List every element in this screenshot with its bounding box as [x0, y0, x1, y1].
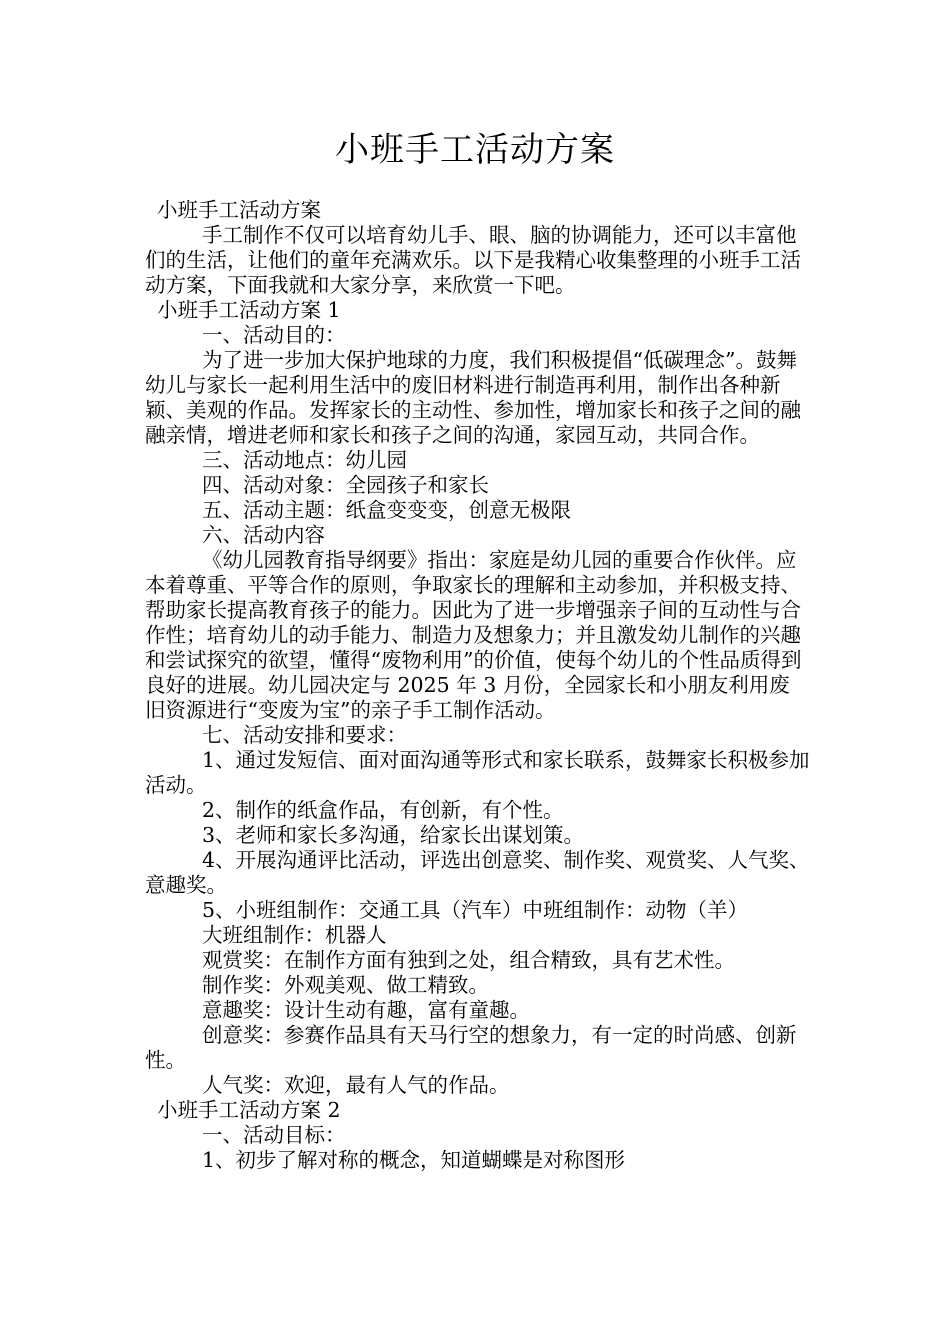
paragraph: 制作奖：外观美观、做工精致。	[202, 973, 489, 997]
paragraph: 五、活动主题：纸盒变变变，创意无极限	[202, 498, 571, 522]
paragraph: 4、开展沟通评比活动，评选出创意奖、制作奖、观赏奖、人气奖、意趣奖。	[145, 848, 810, 897]
paragraph: 六、活动内容	[202, 523, 325, 547]
section-heading: 小班手工活动方案 2	[157, 1098, 341, 1122]
paragraph: 观赏奖：在制作方面有独到之处，组合精致，具有艺术性。	[202, 948, 735, 972]
paragraph: 1、初步了解对称的概念，知道蝴蝶是对称图形	[202, 1148, 626, 1172]
paragraph: 5、小班组制作：交通工具（汽车）中班组制作：动物（羊）	[202, 898, 749, 922]
paragraph: 七、活动安排和要求：	[202, 723, 407, 747]
paragraph: 意趣奖：设计生动有趣，富有童趣。	[202, 998, 530, 1022]
document-title: 小班手工活动方案	[335, 130, 615, 170]
paragraph: 为了进一步加大保护地球的力度，我们积极提倡“低碳理念”。鼓舞幼儿与家长一起利用生活中的废旧材料进行制造再利用，制作出各种新颖、美观的作品。发挥家长的主动性、参加性，增加家长和孩子之间的融融亲情，增进老师和家长和孩子之间的沟通，家园互动，共同合作。	[145, 348, 801, 447]
paragraph: 手工制作不仅可以培育幼儿手、眼、脑的协调能力，还可以丰富他们的生活，让他们的童年充满欢乐。以下是我精心收集整理的小班手工活动方案，下面我就和大家分享，来欣赏一下吧。	[145, 223, 801, 297]
paragraph: 四、活动对象：全园孩子和家长	[202, 473, 489, 497]
paragraph: 3、老师和家长多沟通，给家长出谋划策。	[202, 823, 585, 847]
paragraph: 1、通过发短信、面对面沟通等形式和家长联系，鼓舞家长积极参加活动。	[145, 748, 810, 797]
paragraph: 创意奖：参赛作品具有天马行空的想象力，有一定的时尚感、创新性。	[145, 1023, 797, 1072]
paragraph: 2、制作的纸盒作品，有创新，有个性。	[202, 798, 564, 822]
paragraph: 一、活动目的：	[202, 323, 346, 347]
section-heading: 小班手工活动方案	[157, 198, 321, 222]
paragraph: 《幼儿园教育指导纲要》指出：家庭是幼儿园的重要合作伙伴。应本着尊重、平等合作的原则，争取家长的理解和主动参加，并积极支持、帮助家长提高教育孩子的能力。因此为了进一步增强亲子间的互动性与合作性；培育幼儿的动手能力、制造力及想象力；并且激发幼儿制作的兴趣和尝试探究的欲望，懂得“废物利用”的价值，使每个幼儿的个性品质得到良好的进展。幼儿园决定与 2025 年 3 月份，全园家长和小朋友利用废旧资源进行“变废为宝”的亲子手工制作活动。	[145, 548, 802, 722]
section-heading: 小班手工活动方案 1	[157, 298, 341, 322]
paragraph: 大班组制作：机器人	[202, 923, 387, 947]
paragraph: 三、活动地点：幼儿园	[202, 448, 407, 472]
paragraph: 一、活动目标：	[202, 1123, 346, 1147]
paragraph: 人气奖：欢迎，最有人气的作品。	[202, 1073, 510, 1097]
document-body	[145, 198, 810, 1173]
